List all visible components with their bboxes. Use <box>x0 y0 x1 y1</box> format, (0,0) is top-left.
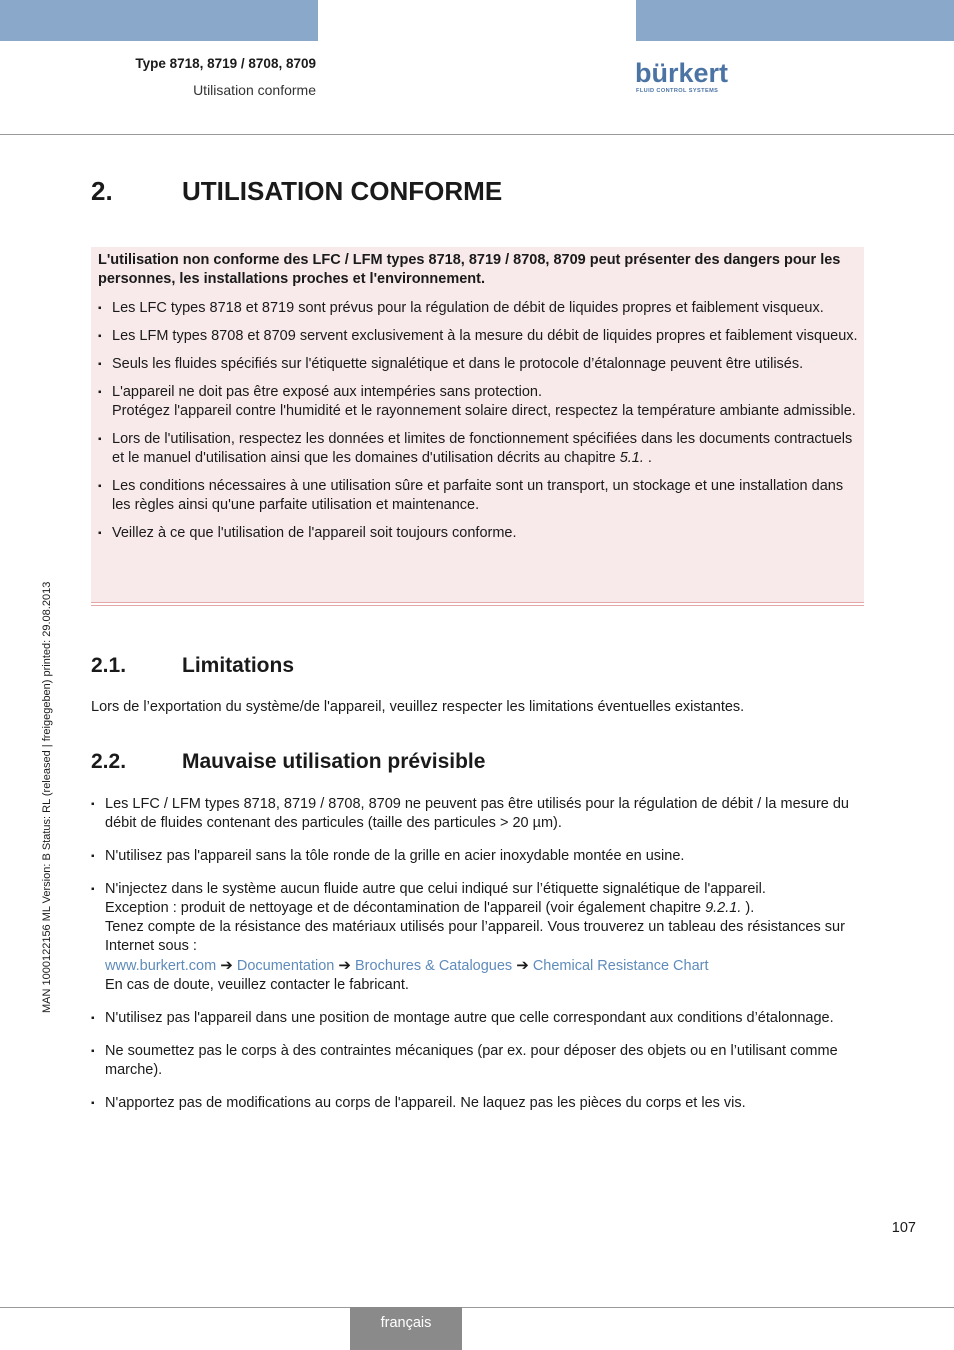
limitations-text: Lors de l’exportation du système/de l'appareil, veuillez respecter les limitations éventuelles existantes. <box>91 699 745 715</box>
chapter-heading <box>91 176 864 207</box>
chapter-title: UTILISATION CONFORME <box>182 176 503 206</box>
header-divider <box>0 134 954 135</box>
list-item: ▪ N'injectez dans le système aucun fluide autre que celui indiqué sur l’étiquette signalétique de l'appareil. Exception : produit de nettoyage et de décontamination de l'appareil (voir également chapitre 9.2.1. ). Tenez compte de la résistance des matériaux utilisés pour l’appareil. Vous trouverez un tableau des résistances sur Internet sous : www.burkert.com ➔ Documentation ➔ Brochures & Catalogues ➔ Chemical Resistance Chart En cas de doute, veuillez contacter le fabricant. <box>91 880 864 995</box>
language-tab: français <box>350 1307 462 1350</box>
link-chemical-resistance-chart[interactable]: Chemical Resistance Chart <box>532 958 709 974</box>
arrow-right-icon: ➔ <box>220 957 233 974</box>
list-item: ▪ N'utilisez pas l'appareil dans une position de montage autre que celle correspondant aux conditions d’étalonnage. <box>91 1009 864 1028</box>
header-band-left <box>0 0 318 41</box>
warning-item: ▪ Lors de l'utilisation, respectez les données et limites de fonctionnement spécifiées dans les documents contractuels et le manuel d'utilisation ainsi que les domaines d'utilisation décrits au chapitre 5.1. . <box>98 430 858 468</box>
warning-item: ▪ Veillez à ce que l'utilisation de l'appareil soit toujours conforme. <box>98 524 858 543</box>
arrow-right-icon: ➔ <box>516 957 529 974</box>
list-item: ▪ N'utilisez pas l'appareil sans la tôle ronde de la grille en acier inoxydable montée en usine. <box>91 847 864 866</box>
link-burkert-website[interactable]: www.burkert.com <box>105 958 217 974</box>
logo-tagline: FLUID CONTROL SYSTEMS <box>636 88 719 94</box>
running-section-title: Utilisation conforme <box>193 82 316 98</box>
logo-wordmark: bürkert <box>635 58 729 88</box>
warning-item: ▪ L'appareil ne doit pas être exposé aux intempéries sans protection. Protégez l'appareil contre l'humidité et le rayonnement solaire direct, respectez la température ambiante admissible. <box>98 383 858 421</box>
list-item: ▪ Les LFC / LFM types 8718, 8719 / 8708, 8709 ne peuvent pas être utilisés pour la régulation de débit / la mesure du débit de fluides contenant des particules (taille des particules > 20 µm). <box>91 795 864 833</box>
section-heading-misuse: 2.2. Mauvaise utilisation prévisible <box>91 750 486 773</box>
warning-item: ▪ Les conditions nécessaires à une utilisation sûre et parfaite sont un transport, un stockage et une installation dans les règles ainsi qu'une parfaite utilisation et maintenance. <box>98 477 858 515</box>
chapter-reference: 5.1. <box>619 450 644 466</box>
list-item: ▪ Ne soumettez pas le corps à des contraintes mécaniques (par ex. pour déposer des objets ou en l’utilisant comme marche). <box>91 1042 864 1080</box>
warning-box <box>91 247 864 603</box>
chapter-reference: 9.2.1. <box>705 900 742 916</box>
warning-heading: L'utilisation non conforme des LFC / LFM types 8718, 8719 / 8708, 8709 peut présenter des dangers pour les personnes, les installations proches et l'environnement. <box>98 252 841 287</box>
arrow-right-icon: ➔ <box>338 957 351 974</box>
warning-item: ▪ Seuls les fluides spécifiés sur l'étiquette signalétique et dans le protocole d’étalonnage peuvent être utilisés. <box>98 355 858 374</box>
warning-item: ▪ Les LFC types 8718 et 8719 sont prévus pour la régulation de débit de liquides propres et faiblement visqueux. <box>98 299 858 318</box>
warning-list <box>98 299 858 552</box>
footer-divider <box>0 1307 954 1308</box>
section-heading-limitations: 2.1. Limitations <box>91 654 295 677</box>
header-band-right <box>636 0 954 41</box>
page-number: 107 <box>891 1220 916 1236</box>
list-item: ▪ N'apportez pas de modifications au corps de l'appareil. Ne laquez pas les pièces du corps et les vis. <box>91 1094 864 1113</box>
warning-item: ▪ Les LFM types 8708 et 8709 servent exclusivement à la mesure du débit de liquides propres et faiblement visqueux. <box>98 327 858 346</box>
link-brochures-catalogues[interactable]: Brochures & Catalogues <box>355 958 513 974</box>
print-info-sidebar: MAN 1000122156 ML Version: B Status: RL (released | freigegeben) printed: 29.08.2013 <box>41 581 53 1013</box>
document-type: Type 8718, 8719 / 8708, 8709 <box>135 56 316 71</box>
misuse-list <box>91 795 864 1127</box>
link-documentation[interactable]: Documentation <box>236 958 335 974</box>
chapter-number: 2. <box>91 176 113 206</box>
warning-box-rule <box>91 605 864 606</box>
